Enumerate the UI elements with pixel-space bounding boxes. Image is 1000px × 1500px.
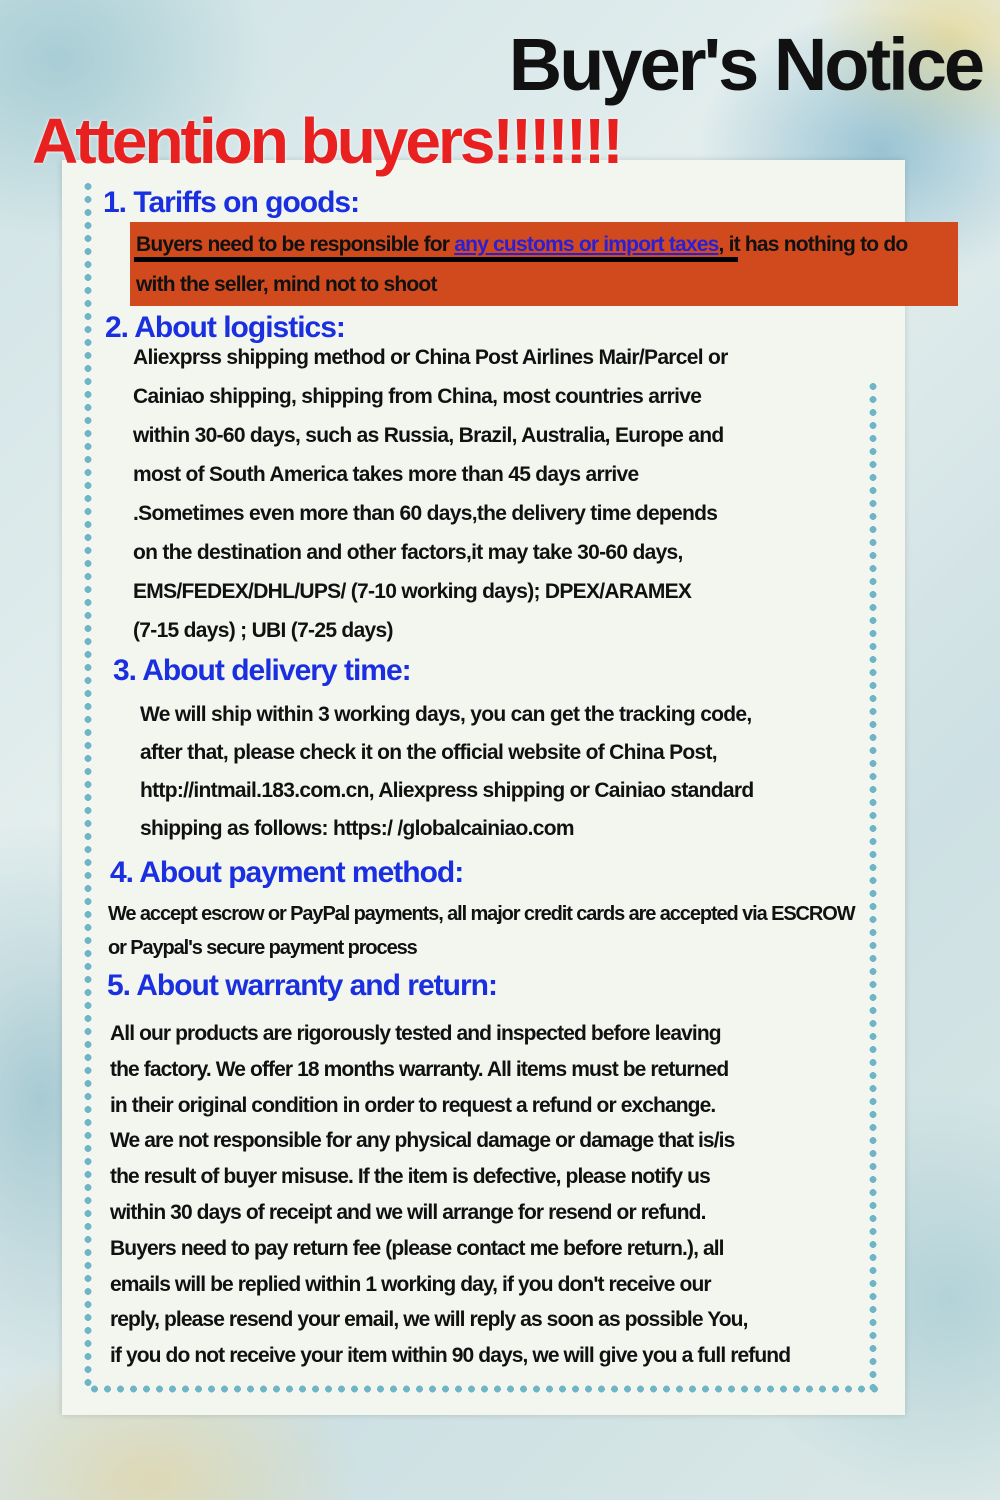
underline-bar [134, 257, 738, 262]
text-line: if you do not receive your item within 90 days, we will give you a full refund [110, 1344, 791, 1368]
text-line: within 30 days of receipt and we will arrange for resend or refund. [110, 1200, 706, 1224]
tariff-highlight: any customs or import taxes [454, 233, 719, 256]
tariff-text: , it has nothing to do [718, 233, 908, 256]
attention-banner: Attention buyers!!!!!!! [32, 105, 621, 177]
text-line: (7-15 days) ; UBI (7-25 days) [133, 619, 393, 642]
text-line: after that, please check it on the official website of China Post, [140, 741, 717, 764]
text-line: We will ship within 3 working days, you can get the tracking code, [140, 703, 752, 726]
text-line: Cainiao shipping, shipping from China, most countries arrive [133, 385, 702, 408]
text-line: All our products are rigorously tested and inspected before leaving [110, 1022, 721, 1045]
text-line: the result of buyer misuse. If the item is defective, please notify us [110, 1165, 710, 1189]
text-line: within 30-60 days, such as Russia, Brazil, Australia, Europe and [133, 424, 724, 447]
warranty-text [110, 1016, 790, 1374]
text-line: .Sometimes even more than 60 days,the delivery time depends [133, 502, 718, 525]
text-line: or Paypal's secure payment process [108, 937, 417, 959]
heading-payment: 4. About payment method: [110, 856, 464, 889]
dotted-border-left [84, 180, 92, 1390]
tariff-line-2: with the seller, mind not to shoot [136, 273, 437, 296]
text-line: emails will be replied within 1 working day, if you don't receive our [110, 1272, 711, 1296]
tariff-notice-box [130, 222, 958, 306]
heading-delivery: 3. About delivery time: [113, 654, 411, 687]
tariff-line-1 [136, 233, 907, 257]
logistics-text [133, 338, 728, 650]
heading-warranty: 5. About warranty and return: [107, 969, 497, 1002]
text-line: in their original condition in order to request a refund or exchange. [110, 1093, 716, 1117]
dotted-border-bottom [88, 1385, 878, 1393]
text-line: Aliexprss shipping method or China Post Airlines Mair/Parcel or [133, 346, 728, 369]
text-line: EMS/FEDEX/DHL/UPS/ (7-10 working days); DPEX/ARAMEX [133, 580, 692, 603]
payment-text [108, 897, 854, 965]
text-line: http://intmail.183.com.cn, Aliexpress shipping or Cainiao standard [140, 779, 754, 802]
tariff-text: Buyers need to be responsible for [136, 233, 455, 256]
page-title: Buyer's Notice [508, 23, 982, 106]
delivery-text [140, 696, 754, 848]
heading-logistics: 2. About logistics: [105, 311, 345, 344]
text-line: shipping as follows: https:/ /globalcainiao.com [140, 817, 574, 840]
text-line: on the destination and other factors,it may take 30-60 days, [133, 541, 683, 564]
text-line: Buyers need to pay return fee (please contact me before return.), all [110, 1236, 724, 1260]
heading-tariffs: 1. Tariffs on goods: [103, 186, 360, 219]
text-line: the factory. We offer 18 months warranty. All items must be returned [110, 1057, 729, 1081]
text-line: We are not responsible for any physical damage or damage that is/is [110, 1129, 735, 1153]
text-line: reply, please resend your email, we will reply as soon as possible You, [110, 1308, 748, 1332]
dotted-border-right [869, 380, 877, 1390]
text-line: most of South America takes more than 45 days arrive [133, 463, 639, 486]
text-line: We accept escrow or PayPal payments, all major credit cards are accepted via ESCROW [108, 903, 855, 925]
